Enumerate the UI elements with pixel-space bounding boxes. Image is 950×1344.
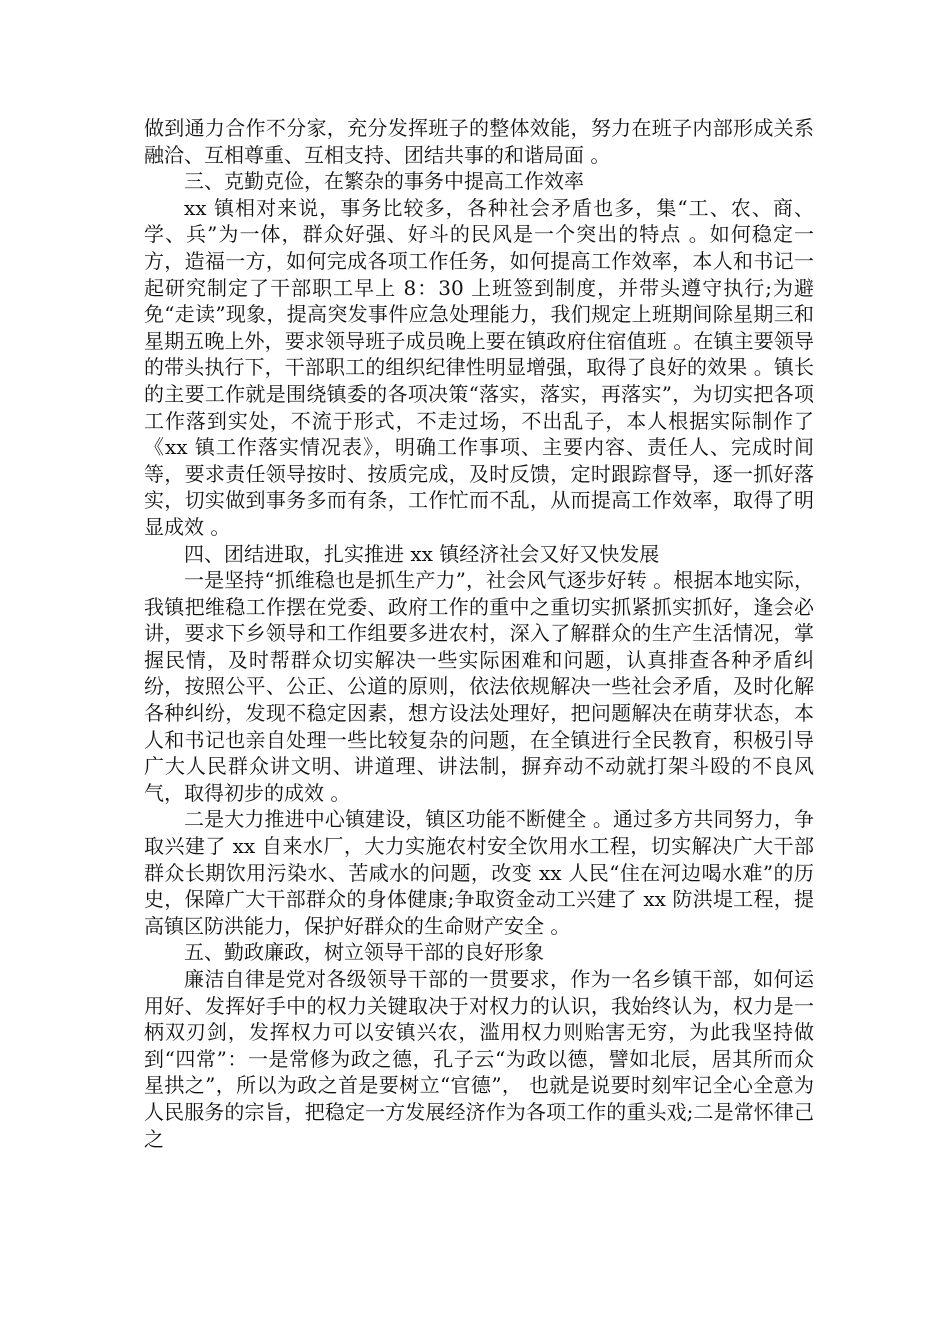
section-heading-4: 四、团结进取，扎实推进 xx 镇经济社会又好又快发展 xyxy=(184,541,660,566)
paragraph-integrity: 廉洁自律是党对各级领导干部的一贯要求，作为一名乡镇干部，如何运用好、发挥好手中的权力关键取决于对权力的认识，我始终认为，权力是一柄双刃剑，发挥权力可以安镇兴农，滥用权力则贻害无穷，为此我坚持做到“四常”：一是常修为政之德，孔子云“为政以德，譬如北辰，居其所而众星拱之”，所以为政之首是要树立“官德”， 也就是说要时刻牢记全心全意为人民服务的宗旨，把稳定一方发展经济作为各项工作的重头戏;二是常怀律己之 xyxy=(144,967,814,1151)
section-heading-3: 三、克勤克俭，在繁杂的事务中提高工作效率 xyxy=(184,169,584,194)
section-heading-5: 五、勤政廉政，树立领导干部的良好形象 xyxy=(184,940,544,965)
document-body xyxy=(144,115,814,1152)
paragraph-town-construction: 二是大力推进中心镇建设，镇区功能不断健全 。通过多方共同努力，争取兴建了 xx 自来水厂，大力实施农村安全饮用水工程，切实解决广大干部群众长期饮用污染水、苦咸水的问题，改变 xx 人民“住在河边喝水难”的历史，保障广大干部群众的身体健康;争取资金动工兴建了 xx 防洪堤工程，提高镇区防洪能力，保护好群众的生命财产安全 。 xyxy=(144,807,814,938)
paragraph-continuation: 做到通力合作不分家，充分发挥班子的整体效能，努力在班子内部形成关系融洽、互相尊重、互相支持、团结共事的和谐局面 。 xyxy=(144,116,814,167)
paragraph-stability: 一是坚持“抓维稳也是抓生产力”，社会风气逐步好转 。根据本地实际，我镇把维稳工作摆在党委、政府工作的重中之重切实抓紧抓实抓好，逢会必讲，要求下乡领导和工作组要多进农村，深入了解群众的生产生活情况，掌握民情，及时帮群众切实解决一些实际困难和问题，认真排查各种矛盾纠纷，按照公平、公正、公道的原则，依法依规解决一些社会矛盾，及时化解各种纠纷，发现不稳定因素，想方设法处理好，把问题解决在萌芽状态，本人和书记也亲自处理一些比较复杂的问题，在全镇进行全民教育，积极引导广大人民群众讲文明、讲道理、讲法制，摒弃动不动就打架斗殴的不良风气，取得初步的成效 。 xyxy=(144,568,814,805)
paragraph-efficiency: xx 镇相对来说，事务比较多，各种社会矛盾也多，集“工、农、商、学、兵”为一体，群众好强、好斗的民风是一个突出的特点 。如何稳定一方，造福一方，如何完成各项工作任务，如何提高工作效率，本人和书记一起研究制定了干部职工早上 8：30 上班签到制度，并带头遵守执行;为避免“走读”现象，提高突发事件应急处理能力，我们规定上班期间除星期三和星期五晚上外，要求领导班子成员晚上要在镇政府住宿值班 。在镇主要领导的带头执行下，干部职工的组织纪律性明显增强，取得了良好的效果 。镇长的主要工作就是围绕镇委的各项决策“落实，落实，再落实”，为切实把各项工作落到实处，不流于形式，不走过场，不出乱子，本人根据实际制作了《xx 镇工作落实情况表》，明确工作事项、主要内容、责任人、完成时间等，要求责任领导按时、按质完成，及时反馈，定时跟踪督导，逐一抓好落实，切实做到事务多而有条，工作忙而不乱，从而提高工作效率，取得了明显成效 。 xyxy=(144,195,814,539)
